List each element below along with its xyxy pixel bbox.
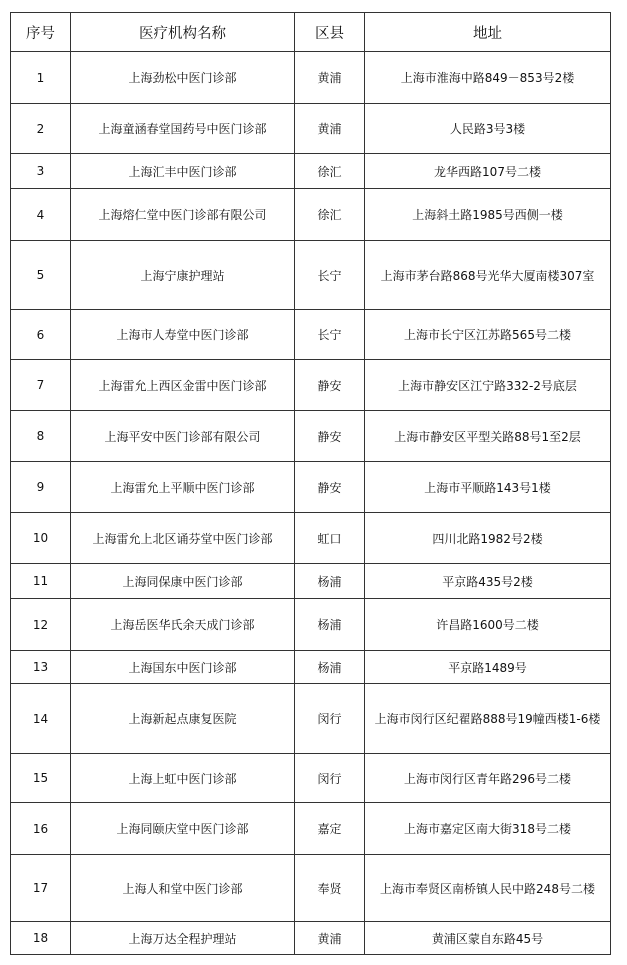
cell-district: 杨浦 xyxy=(295,651,365,684)
cell-district: 静安 xyxy=(295,360,365,411)
cell-name: 上海雷允上西区金雷中医门诊部 xyxy=(71,360,295,411)
cell-no: 11 xyxy=(11,564,71,599)
cell-name: 上海新起点康复医院 xyxy=(71,684,295,754)
cell-address: 上海市闵行区青年路296号二楼 xyxy=(365,754,611,803)
table-row xyxy=(11,104,611,154)
table-row xyxy=(11,189,611,241)
cell-no: 8 xyxy=(11,411,71,462)
cell-name: 上海万达全程护理站 xyxy=(71,922,295,955)
cell-no: 15 xyxy=(11,754,71,803)
cell-no: 18 xyxy=(11,922,71,955)
cell-district: 徐汇 xyxy=(295,189,365,241)
table-row xyxy=(11,684,611,754)
cell-no: 1 xyxy=(11,52,71,104)
cell-no: 3 xyxy=(11,154,71,189)
table-row xyxy=(11,310,611,360)
table-row xyxy=(11,599,611,651)
cell-address: 许昌路1600号二楼 xyxy=(365,599,611,651)
cell-address: 上海市奉贤区南桥镇人民中路248号二楼 xyxy=(365,855,611,922)
header-district: 区县 xyxy=(295,13,365,52)
table-row xyxy=(11,803,611,855)
table-row xyxy=(11,154,611,189)
cell-address: 黄浦区蒙自东路45号 xyxy=(365,922,611,955)
cell-address: 上海市闵行区纪翟路888号19幢西楼1-6楼 xyxy=(365,684,611,754)
cell-no: 12 xyxy=(11,599,71,651)
cell-district: 奉贤 xyxy=(295,855,365,922)
cell-district: 闵行 xyxy=(295,684,365,754)
cell-district: 虹口 xyxy=(295,513,365,564)
cell-address: 人民路3号3楼 xyxy=(365,104,611,154)
cell-name: 上海宁康护理站 xyxy=(71,241,295,310)
cell-name: 上海熔仁堂中医门诊部有限公司 xyxy=(71,189,295,241)
cell-name: 上海劲松中医门诊部 xyxy=(71,52,295,104)
table-row xyxy=(11,564,611,599)
table-row xyxy=(11,411,611,462)
cell-district: 闵行 xyxy=(295,754,365,803)
cell-district: 黄浦 xyxy=(295,922,365,955)
cell-address: 上海斜土路1985号西侧一楼 xyxy=(365,189,611,241)
cell-no: 9 xyxy=(11,462,71,513)
header-no: 序号 xyxy=(11,13,71,52)
header-address: 地址 xyxy=(365,13,611,52)
cell-address: 上海市茅台路868号光华大厦南楼307室 xyxy=(365,241,611,310)
cell-address: 平京路1489号 xyxy=(365,651,611,684)
cell-name: 上海汇丰中医门诊部 xyxy=(71,154,295,189)
cell-district: 徐汇 xyxy=(295,154,365,189)
table-row xyxy=(11,754,611,803)
cell-address: 上海市静安区江宁路332-2号底层 xyxy=(365,360,611,411)
cell-name: 上海雷允上北区诵芬堂中医门诊部 xyxy=(71,513,295,564)
document-sheet xyxy=(10,12,610,955)
cell-name: 上海上虹中医门诊部 xyxy=(71,754,295,803)
cell-district: 黄浦 xyxy=(295,52,365,104)
cell-name: 上海国东中医门诊部 xyxy=(71,651,295,684)
cell-name: 上海市人寿堂中医门诊部 xyxy=(71,310,295,360)
cell-no: 4 xyxy=(11,189,71,241)
table-row xyxy=(11,651,611,684)
cell-no: 7 xyxy=(11,360,71,411)
cell-no: 16 xyxy=(11,803,71,855)
table-row xyxy=(11,855,611,922)
cell-no: 2 xyxy=(11,104,71,154)
cell-name: 上海岳医华氏余天成门诊部 xyxy=(71,599,295,651)
cell-address: 上海市平顺路143号1楼 xyxy=(365,462,611,513)
cell-address: 龙华西路107号二楼 xyxy=(365,154,611,189)
cell-district: 长宁 xyxy=(295,310,365,360)
table-row xyxy=(11,241,611,310)
cell-address: 平京路435号2楼 xyxy=(365,564,611,599)
table-row xyxy=(11,462,611,513)
cell-district: 长宁 xyxy=(295,241,365,310)
cell-no: 10 xyxy=(11,513,71,564)
cell-district: 静安 xyxy=(295,411,365,462)
cell-name: 上海童涵春堂国药号中医门诊部 xyxy=(71,104,295,154)
cell-name: 上海平安中医门诊部有限公司 xyxy=(71,411,295,462)
cell-name: 上海人和堂中医门诊部 xyxy=(71,855,295,922)
table-row xyxy=(11,360,611,411)
cell-no: 13 xyxy=(11,651,71,684)
cell-district: 杨浦 xyxy=(295,564,365,599)
cell-address: 上海市长宁区江苏路565号二楼 xyxy=(365,310,611,360)
cell-district: 杨浦 xyxy=(295,599,365,651)
table-row xyxy=(11,513,611,564)
header-name: 医疗机构名称 xyxy=(71,13,295,52)
cell-no: 5 xyxy=(11,241,71,310)
table-row xyxy=(11,922,611,955)
table-row xyxy=(11,52,611,104)
cell-name: 上海雷允上平顺中医门诊部 xyxy=(71,462,295,513)
header-row xyxy=(11,13,611,52)
cell-no: 14 xyxy=(11,684,71,754)
cell-address: 上海市静安区平型关路88号1至2层 xyxy=(365,411,611,462)
cell-name: 上海同颐庆堂中医门诊部 xyxy=(71,803,295,855)
cell-district: 静安 xyxy=(295,462,365,513)
cell-no: 17 xyxy=(11,855,71,922)
cell-district: 黄浦 xyxy=(295,104,365,154)
cell-address: 上海市嘉定区南大街318号二楼 xyxy=(365,803,611,855)
table-body xyxy=(11,52,611,955)
clinic-table xyxy=(10,12,611,955)
cell-district: 嘉定 xyxy=(295,803,365,855)
cell-name: 上海同保康中医门诊部 xyxy=(71,564,295,599)
cell-address: 上海市淮海中路849－853号2楼 xyxy=(365,52,611,104)
cell-no: 6 xyxy=(11,310,71,360)
cell-address: 四川北路1982号2楼 xyxy=(365,513,611,564)
